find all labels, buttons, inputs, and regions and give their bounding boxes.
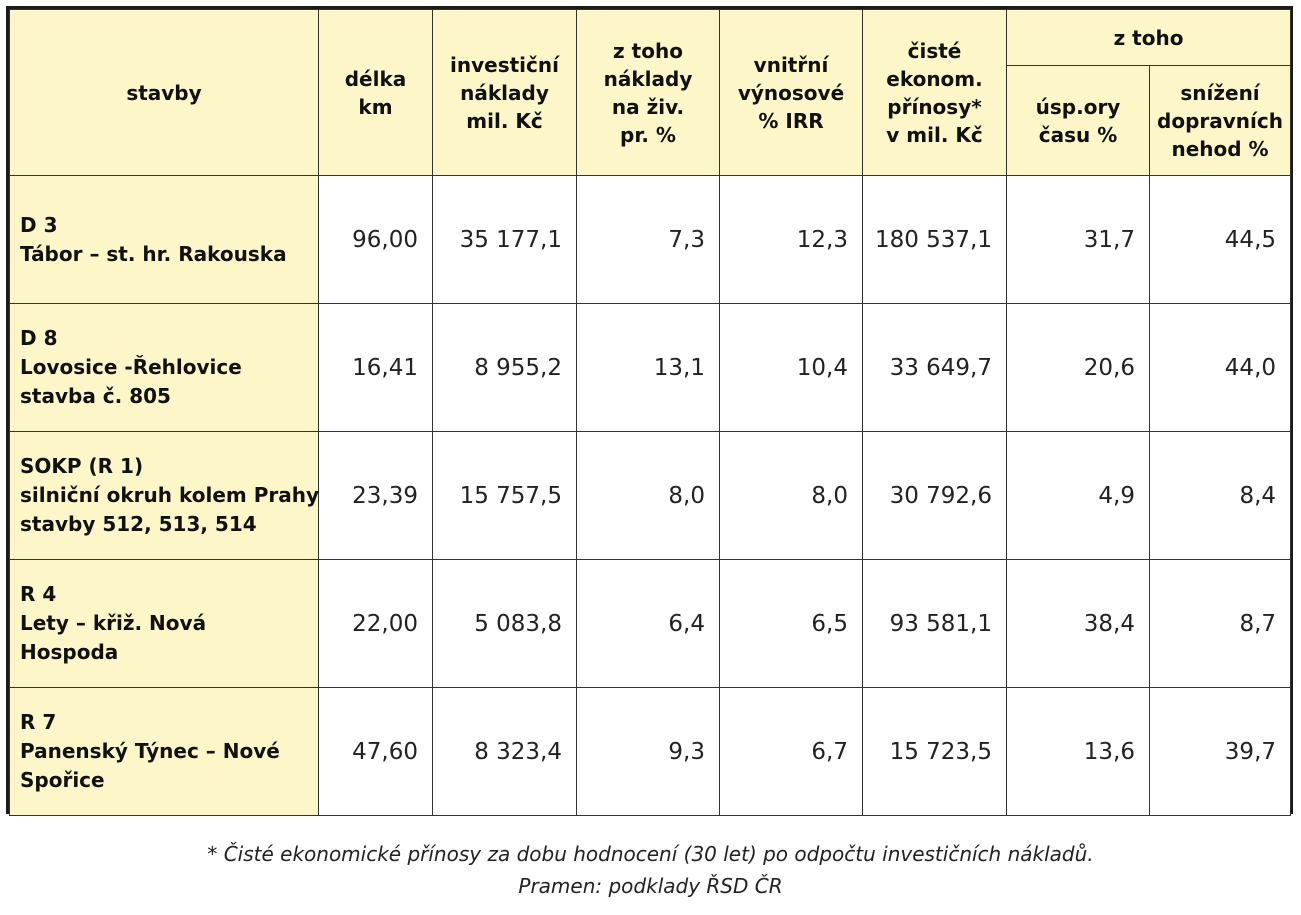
data-table <box>9 9 1291 816</box>
cell-ztoho: 6,4 <box>577 560 720 688</box>
table-row <box>10 688 1291 816</box>
cell-vnitrni: 8,0 <box>720 432 863 560</box>
header-ztoho-naklady-line: z toho <box>613 38 683 63</box>
header-ztoho-naklady <box>577 10 720 176</box>
cell-investicni: 35 177,1 <box>433 176 577 304</box>
header-ztoho-naklady-line: pr. % <box>620 122 676 147</box>
data-table-container <box>6 6 1293 814</box>
table-row <box>10 432 1291 560</box>
row-name-cell <box>10 304 319 432</box>
header-snizeni-line: snížení <box>1180 80 1260 105</box>
cell-uspory: 13,6 <box>1007 688 1150 816</box>
cell-delka: 16,41 <box>319 304 433 432</box>
header-vnitrni-line: výnosové <box>737 80 845 105</box>
cell-vnitrni: 6,5 <box>720 560 863 688</box>
header-ciste-line: v mil. Kč <box>886 122 983 147</box>
cell-snizeni: 44,5 <box>1150 176 1291 304</box>
header-ciste <box>863 10 1007 176</box>
row-name-line: Tábor – st. hr. Rakouska <box>20 241 287 266</box>
cell-ciste: 180 537,1 <box>863 176 1007 304</box>
footnote <box>0 838 1301 902</box>
cell-ztoho: 7,3 <box>577 176 720 304</box>
row-name-line: silniční okruh kolem Prahy <box>20 483 319 507</box>
header-snizeni-line: nehod % <box>1171 136 1269 161</box>
header-ciste-line: ekonom. <box>886 66 983 91</box>
row-name-line: Spořice <box>20 768 105 792</box>
header-investicni-line: náklady <box>460 80 549 105</box>
row-name-line: D 8 <box>20 326 58 350</box>
header-ztoho-naklady-line: na živ. <box>611 94 685 119</box>
row-name-line: Hospoda <box>20 640 119 664</box>
cell-vnitrni: 12,3 <box>720 176 863 304</box>
header-stavby-label: stavby <box>126 80 202 105</box>
header-vnitrni-line: vnitřní <box>753 52 829 77</box>
cell-ciste: 30 792,6 <box>863 432 1007 560</box>
table-row <box>10 176 1291 304</box>
header-vnitrni <box>720 10 863 176</box>
cell-ztoho: 8,0 <box>577 432 720 560</box>
cell-uspory: 38,4 <box>1007 560 1150 688</box>
cell-uspory: 4,9 <box>1007 432 1150 560</box>
cell-snizeni: 8,4 <box>1150 432 1291 560</box>
footnote-source: Pramen: podklady ŘSD ČR <box>518 874 783 898</box>
row-name-line: Lovosice -Řehlovice <box>20 355 242 379</box>
cell-ztoho: 9,3 <box>577 688 720 816</box>
cell-snizeni: 8,7 <box>1150 560 1291 688</box>
row-name-line: Lety – křiž. Nová <box>20 611 207 635</box>
header-uspory-line: času % <box>1038 122 1118 147</box>
cell-ciste: 93 581,1 <box>863 560 1007 688</box>
table-row <box>10 560 1291 688</box>
header-uspory-line: úsp.ory <box>1035 94 1121 119</box>
cell-delka: 23,39 <box>319 432 433 560</box>
row-name-line: D 3 <box>20 212 58 237</box>
row-name-line: SOKP (R 1) <box>20 454 144 478</box>
cell-delka: 22,00 <box>319 560 433 688</box>
footnote-line-1: * Čisté ekonomické přínosy za dobu hodnocení (30 let) po odpočtu investičních nákladů. <box>207 842 1094 866</box>
cell-delka: 96,00 <box>319 176 433 304</box>
cell-ztoho: 13,1 <box>577 304 720 432</box>
cell-investicni: 8 323,4 <box>433 688 577 816</box>
cell-uspory: 31,7 <box>1007 176 1150 304</box>
header-delka <box>319 10 433 176</box>
cell-snizeni: 44,0 <box>1150 304 1291 432</box>
row-name-cell <box>10 176 319 304</box>
row-name-line: stavby 512, 513, 514 <box>20 512 257 536</box>
cell-snizeni: 39,7 <box>1150 688 1291 816</box>
header-stavby <box>10 10 319 176</box>
cell-delka: 47,60 <box>319 688 433 816</box>
header-ciste-line: přínosy* <box>887 94 982 119</box>
header-snizeni <box>1150 66 1291 176</box>
cell-vnitrni: 6,7 <box>720 688 863 816</box>
cell-investicni: 5 083,8 <box>433 560 577 688</box>
cell-investicni: 15 757,5 <box>433 432 577 560</box>
row-name-cell <box>10 432 319 560</box>
header-row-1 <box>10 10 1291 66</box>
header-snizeni-line: dopravních <box>1157 108 1283 133</box>
header-ztoho-naklady-line: náklady <box>603 66 693 91</box>
row-name-line: Panenský Týnec – Nové <box>20 739 280 763</box>
row-name-line: R 7 <box>20 710 57 734</box>
header-vnitrni-line: % IRR <box>758 108 824 133</box>
row-name-line: stavba č. 805 <box>20 384 171 408</box>
cell-uspory: 20,6 <box>1007 304 1150 432</box>
header-investicni <box>433 10 577 176</box>
cell-ciste: 15 723,5 <box>863 688 1007 816</box>
header-ciste-line: čisté <box>907 38 962 63</box>
header-uspory <box>1007 66 1150 176</box>
header-z-toho-group <box>1007 10 1291 66</box>
cell-investicni: 8 955,2 <box>433 304 577 432</box>
cell-ciste: 33 649,7 <box>863 304 1007 432</box>
table-row <box>10 304 1291 432</box>
cell-vnitrni: 10,4 <box>720 304 863 432</box>
header-z-toho-group-label: z toho <box>1113 25 1184 50</box>
header-investicni-line: investiční <box>450 52 559 77</box>
header-delka-line: délka <box>344 66 407 91</box>
header-investicni-line: mil. Kč <box>466 108 543 133</box>
row-name-line: R 4 <box>20 582 57 606</box>
header-delka-line: km <box>358 94 393 119</box>
row-name-cell <box>10 560 319 688</box>
row-name-cell <box>10 688 319 816</box>
